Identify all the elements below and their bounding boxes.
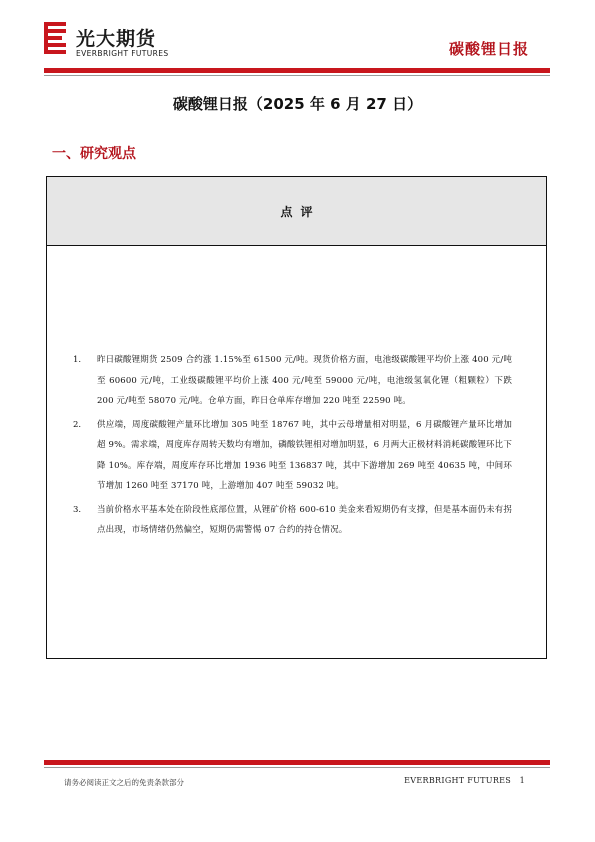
list-item-number: 1. xyxy=(73,355,82,365)
list-item-text: 昨日碳酸锂期货 2509 合约涨 1.15%至 61500 元/吨。现货价格方面，电池级碳酸锂平均价上涨 400 元/吨至 60600 元/吨，工业级碳酸锂平均价上涨 400 元/吨至 59000 元/吨，电池级氢氧化锂（粗颗粒）下跌 200 元/吨至 58070 元/吨。仓单方面，昨日仓单库存增加 220 吨至 22590 吨。 xyxy=(97,355,512,406)
commentary-list xyxy=(73,350,512,544)
commentary-box-title: 点评 xyxy=(280,205,321,219)
document-title: 碳酸锂日报（2025 年 6 月 27 日） xyxy=(172,95,423,113)
list-item xyxy=(73,350,512,412)
commentary-box xyxy=(46,176,547,659)
footer-brand xyxy=(404,776,525,785)
list-item-text: 当前价格水平基本处在阶段性底部位置，从锂矿价格 600-610 美金来看短期仍有支撑，但是基本面仍未有拐点出现，市场情绪仍然偏空，短期仍需警惕 07 合约的持仓情况。 xyxy=(97,504,512,535)
header-rule xyxy=(44,68,550,73)
company-logo xyxy=(44,22,174,62)
footer-brand-text: EVERBRIGHT FUTURES xyxy=(404,776,512,785)
commentary-box-header xyxy=(47,177,546,246)
page-number: 1 xyxy=(519,776,525,785)
logo-mark-icon xyxy=(44,22,70,54)
header-subrule xyxy=(44,75,550,76)
list-item xyxy=(73,500,512,541)
report-name: 碳酸锂日报 xyxy=(448,40,529,58)
logo-text-cn: 光大期货 xyxy=(76,28,157,50)
list-item-number: 3. xyxy=(73,504,82,515)
logo-text-en: EVERBRIGHT FUTURES xyxy=(76,49,169,58)
footer-disclaimer: 请务必阅读正文之后的免责条款部分 xyxy=(64,778,184,787)
list-item-text: 供应端，周度碳酸锂产量环比增加 305 吨至 18767 吨，其中云母增量相对明显，6 月碳酸锂产量环比增加超 9%。需求端，周度库存周转天数均有增加，磷酸铁锂相对增加明显，6 月两大正极材料消耗碳酸锂环比下降 10%。库存端，周度库存环比增加 1936 吨至 136837 吨，其中下游增加 269 吨至 40635 吨，中间环节增加 1260 吨至 37170 吨，上游增加 407 吨至 59032 吨。 xyxy=(97,419,512,491)
list-item-number: 2. xyxy=(73,419,82,430)
footer-subrule xyxy=(44,767,550,768)
footer-rule xyxy=(44,760,550,765)
section-title: 一、研究观点 xyxy=(52,146,136,162)
list-item xyxy=(73,415,512,497)
